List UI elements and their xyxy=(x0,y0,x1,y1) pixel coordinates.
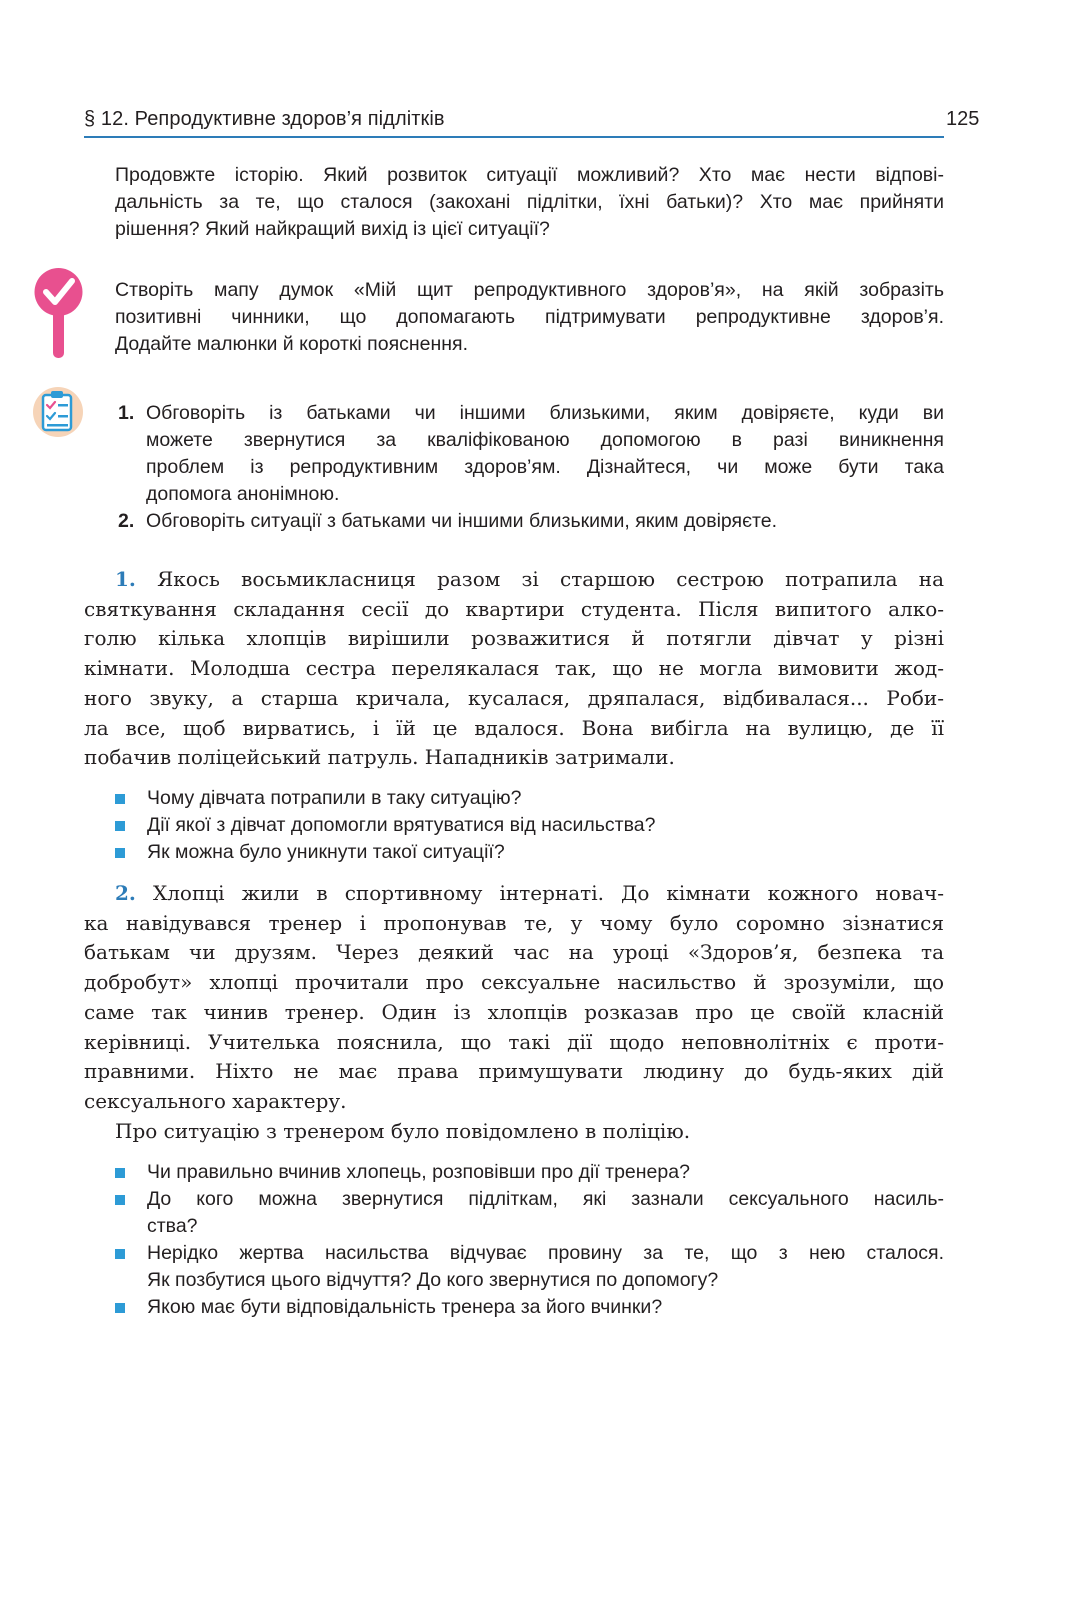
text-line: кімнати. Молодша сестра перелякалася так, що не могла вимовити жод- xyxy=(84,656,944,681)
text-line: 1. Якось восьмикласниця разом зі старшою сестрою потрапила на xyxy=(115,567,944,591)
text-line: допомога анонімною. xyxy=(146,483,340,505)
text-line: позитивні чинники, що допомагають підтримувати репродуктивне здоров’я. xyxy=(115,306,944,328)
text-line: проблем із репродуктивним здоров’ям. Дізнайтеся, чи може бути така xyxy=(146,456,944,478)
question-item: До кого можна звернутися підліткам, які зазнали сексуального насиль- ства? xyxy=(115,1186,944,1240)
checkmark-pin-icon xyxy=(34,266,84,367)
case-number: 1. xyxy=(115,567,136,591)
closing-line: Про ситуацію з тренером було повідомлено в поліцію. xyxy=(115,1118,691,1143)
text-line: дальність за те, що сталося (закохані підлітки, їхні батьки)? Хто має прийняти xyxy=(115,191,944,213)
text-line: правними. Ніхто не має права примушувати людину до будь-яких дій xyxy=(84,1059,944,1084)
text-line: побачив поліцейський патруль. Нападників затримали. xyxy=(84,745,675,770)
text-line: Обговоріть ситуації з батьками чи іншими близькими, яким довіряєте. xyxy=(146,510,778,532)
list-item xyxy=(118,508,944,535)
page-number: 125 xyxy=(946,108,980,130)
section-title: § 12. Репродуктивне здоров’я підлітків xyxy=(84,108,445,130)
question-item: Дії якої з дівчат допомогли врятуватися від насильства? xyxy=(115,812,944,839)
discussion-list xyxy=(118,400,944,535)
text-line: Продовжте історію. Який розвиток ситуації можливий? Хто має нести відпові- xyxy=(115,164,944,186)
clipboard-checklist-icon xyxy=(32,386,84,443)
list-item xyxy=(118,400,944,508)
case-number: 2. xyxy=(115,881,136,905)
text-line: ла все, щоб вирватись, і їй це вдалося. Вона вибігла на вулицю, де її xyxy=(84,715,944,740)
question-item: Чи правильно вчинив хлопець, розповівши про дії тренера? xyxy=(115,1159,944,1186)
text-line: Обговоріть із батьками чи іншими близькими, яким довіряєте, куди ви xyxy=(146,402,944,424)
question-item: Як можна було уникнути такої ситуації? xyxy=(115,839,944,866)
case-1-paragraph xyxy=(84,565,944,773)
text-line: рішення? Який найкращий вихід із цієї ситуації? xyxy=(115,218,550,240)
text-line: керівниці. Учителька пояснила, що такі дії щодо неповнолітніх є проти- xyxy=(84,1029,944,1054)
text-line: Створіть мапу думок «Мій щит репродуктивного здоров’я», на якій зобразіть xyxy=(115,279,944,301)
text-line: батькам чи друзям. Через деякий час на уроці «Здоров’я, безпека та xyxy=(84,940,944,965)
running-header xyxy=(84,106,944,138)
item-number: 1. xyxy=(118,402,135,424)
text-line: можете звернутися за кваліфікованою допомогою в разі виникнення xyxy=(146,429,944,451)
question-item: Нерідко жертва насильства відчуває провину за те, що з нею сталося. Як позбутися цього відчуття? До кого звернутися по допомогу? xyxy=(115,1240,944,1294)
text-line: сексуального характеру. xyxy=(84,1088,347,1113)
case-2-questions xyxy=(115,1159,944,1321)
text-line: Додайте малюнки й короткі пояснення. xyxy=(115,333,469,355)
text-line: ного звуку, а старша кричала, кусалася, дряпалася, відбивалася... Роби- xyxy=(84,685,944,710)
item-number: 2. xyxy=(118,510,135,532)
task-paragraph xyxy=(115,277,944,358)
text-line: 2. Хлопці жили в спортивному інтернаті. До кімнати кожного новач- xyxy=(115,881,944,905)
question-item: Чому дівчата потрапили в таку ситуацію? xyxy=(115,785,944,812)
intro-paragraph xyxy=(115,162,944,243)
question-item: Якою має бути відповідальність тренера за його вчинки? xyxy=(115,1294,944,1321)
text-line: добробут» хлопці прочитали про сексуальне насильство й зрозуміли, що xyxy=(84,970,944,995)
text-line: саме так чинив тренер. Один із хлопців розказав про це своїй класній xyxy=(84,999,944,1024)
case-1-questions xyxy=(115,785,944,866)
text-line: голю кілька хлопців вирішили розважитися й потягли дівчат у різні xyxy=(84,626,944,651)
text-line: святкування складання сесії до квартири студента. Після випитого алко- xyxy=(84,596,944,621)
case-2-paragraph xyxy=(84,879,944,1146)
text-line: ка навідувався тренер і пропонував те, у чому було соромно зізнатися xyxy=(84,910,944,935)
